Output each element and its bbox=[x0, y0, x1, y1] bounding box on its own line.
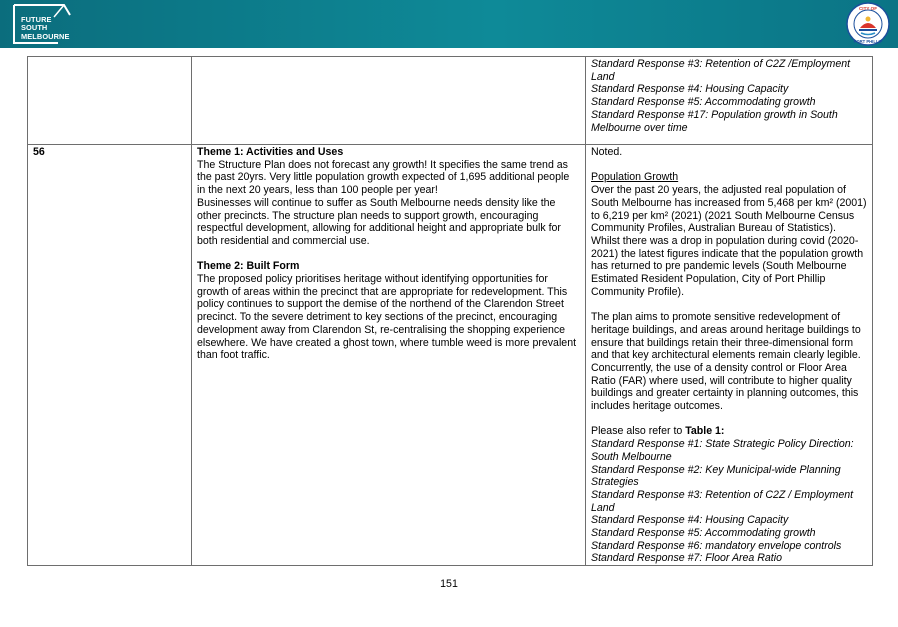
submissions-table bbox=[27, 56, 873, 566]
standard-response-line: Standard Response #6: mandatory envelope controls bbox=[591, 539, 842, 552]
city-of-port-phillip-seal bbox=[846, 2, 890, 46]
standard-response-line: Standard Response #4: Housing Capacity bbox=[591, 83, 789, 96]
table-reference-link: Table 1: bbox=[685, 425, 725, 438]
logo-word-south: SOUTH bbox=[21, 23, 48, 33]
response-noted: Noted. bbox=[591, 146, 623, 158]
theme-1-text: The Structure Plan does not forecast any growth! It specifies the same trend as the past 20yrs. Very little population growth expected of 1,695 additional people in the next 20 years, less than 100 people per year! bbox=[197, 158, 570, 197]
logo-word-melbourne: MELBOURNE bbox=[21, 31, 70, 41]
theme-2-title: Theme 2: Built Form bbox=[197, 260, 300, 273]
table-reference bbox=[591, 425, 867, 438]
theme-2-text: The proposed policy prioritises heritage without identifying opportunities for growth of areas within the precinct that are appropriate for redevelopment. This policy continues to support the demise of the northend of the Clarendon Street precinct. To the severe detriment to key sections of the precinct, encouraging development away from Clarendon St, re-centralising the shopping experience elsewhere. We have created a ghost town, where tumble weed is more prevalent than foot traffic. bbox=[197, 273, 577, 362]
table-row bbox=[28, 145, 873, 566]
seal-text-bottom: PORT PHILLIP bbox=[853, 39, 883, 44]
submission-number: 56 bbox=[33, 146, 45, 158]
heritage-response-text: The plan aims to promote sensitive redevelopment of heritage buildings, and areas around heritage buildings to ensure that buildings retain their three-dimensional form and that key architectural elements remain clearly legible. Concurrently, the use of a density control or Floor Area Ratio (FAR) where used, will contribute to higher quality buildings and greater certainty in planning outcomes, this includes heritage outcomes. bbox=[591, 311, 861, 413]
header-band bbox=[0, 0, 898, 48]
standard-response-line: Standard Response #4: Housing Capacity bbox=[591, 514, 789, 527]
standard-response-line: Standard Response #3: Retention of C2Z / Employment Land bbox=[591, 488, 854, 514]
submission-number-cell bbox=[28, 145, 192, 566]
standard-response-line: Standard Response #1: State Strategic Policy Direction: South Melbourne bbox=[591, 438, 854, 463]
table-row bbox=[28, 57, 873, 145]
theme-1-text-2: Businesses will continue to suffer as South Melbourne needs density like the other precincts. The structure plan needs to support growth, encouraging respectful development, allowing for additional height and appropriate bulk for both residential and commercial use. bbox=[197, 196, 561, 247]
submission-text-cell bbox=[192, 57, 586, 145]
submission-text-cell bbox=[192, 145, 586, 566]
standard-response-line: Standard Response #5: Accommodating growth bbox=[591, 527, 816, 540]
page-number: 151 bbox=[440, 578, 458, 590]
standard-response-line: Standard Response #2: Key Municipal-wide Planning Strategies bbox=[591, 463, 841, 489]
response-cell bbox=[586, 145, 873, 566]
logo-text bbox=[21, 16, 70, 41]
standard-response-line: Standard Response #5: Accommodating growth bbox=[591, 96, 816, 109]
seal-text-top: CITY OF bbox=[858, 6, 878, 11]
seal-icon bbox=[846, 2, 890, 46]
population-growth-text: Over the past 20 years, the adjusted real population of South Melbourne has increased from 5,468 per km² (2001) to 6,219 per km² (2021) (2021 South Melbourne Census Community Profiles, Australian Bureau of Statistics). Whilst there was a drop in population during covid (2020-2021) the latest figures indicate that the population growth has returned to pre pandemic levels (South Melbourne Estimated Resident Population, City of Port Phillip Community Profile). bbox=[591, 184, 867, 298]
page-header bbox=[0, 0, 898, 48]
standard-response-line: Standard Response #3: Retention of C2Z /Employment Land bbox=[591, 58, 851, 83]
population-growth-heading: Population Growth bbox=[591, 171, 679, 184]
theme-1-title: Theme 1: Activities and Uses bbox=[197, 146, 344, 158]
submission-number-cell bbox=[28, 57, 192, 145]
standard-response-line: Standard Response #17: Population growth in South Melbourne over time bbox=[591, 108, 838, 134]
standard-response-line: Standard Response #7: Floor Area Ratio bbox=[591, 552, 782, 565]
future-south-melbourne-logo bbox=[6, 3, 76, 45]
response-cell bbox=[586, 57, 873, 145]
logo-word-future: FUTURE bbox=[21, 15, 52, 24]
table-reference-prefix: Please also refer to bbox=[591, 425, 686, 438]
